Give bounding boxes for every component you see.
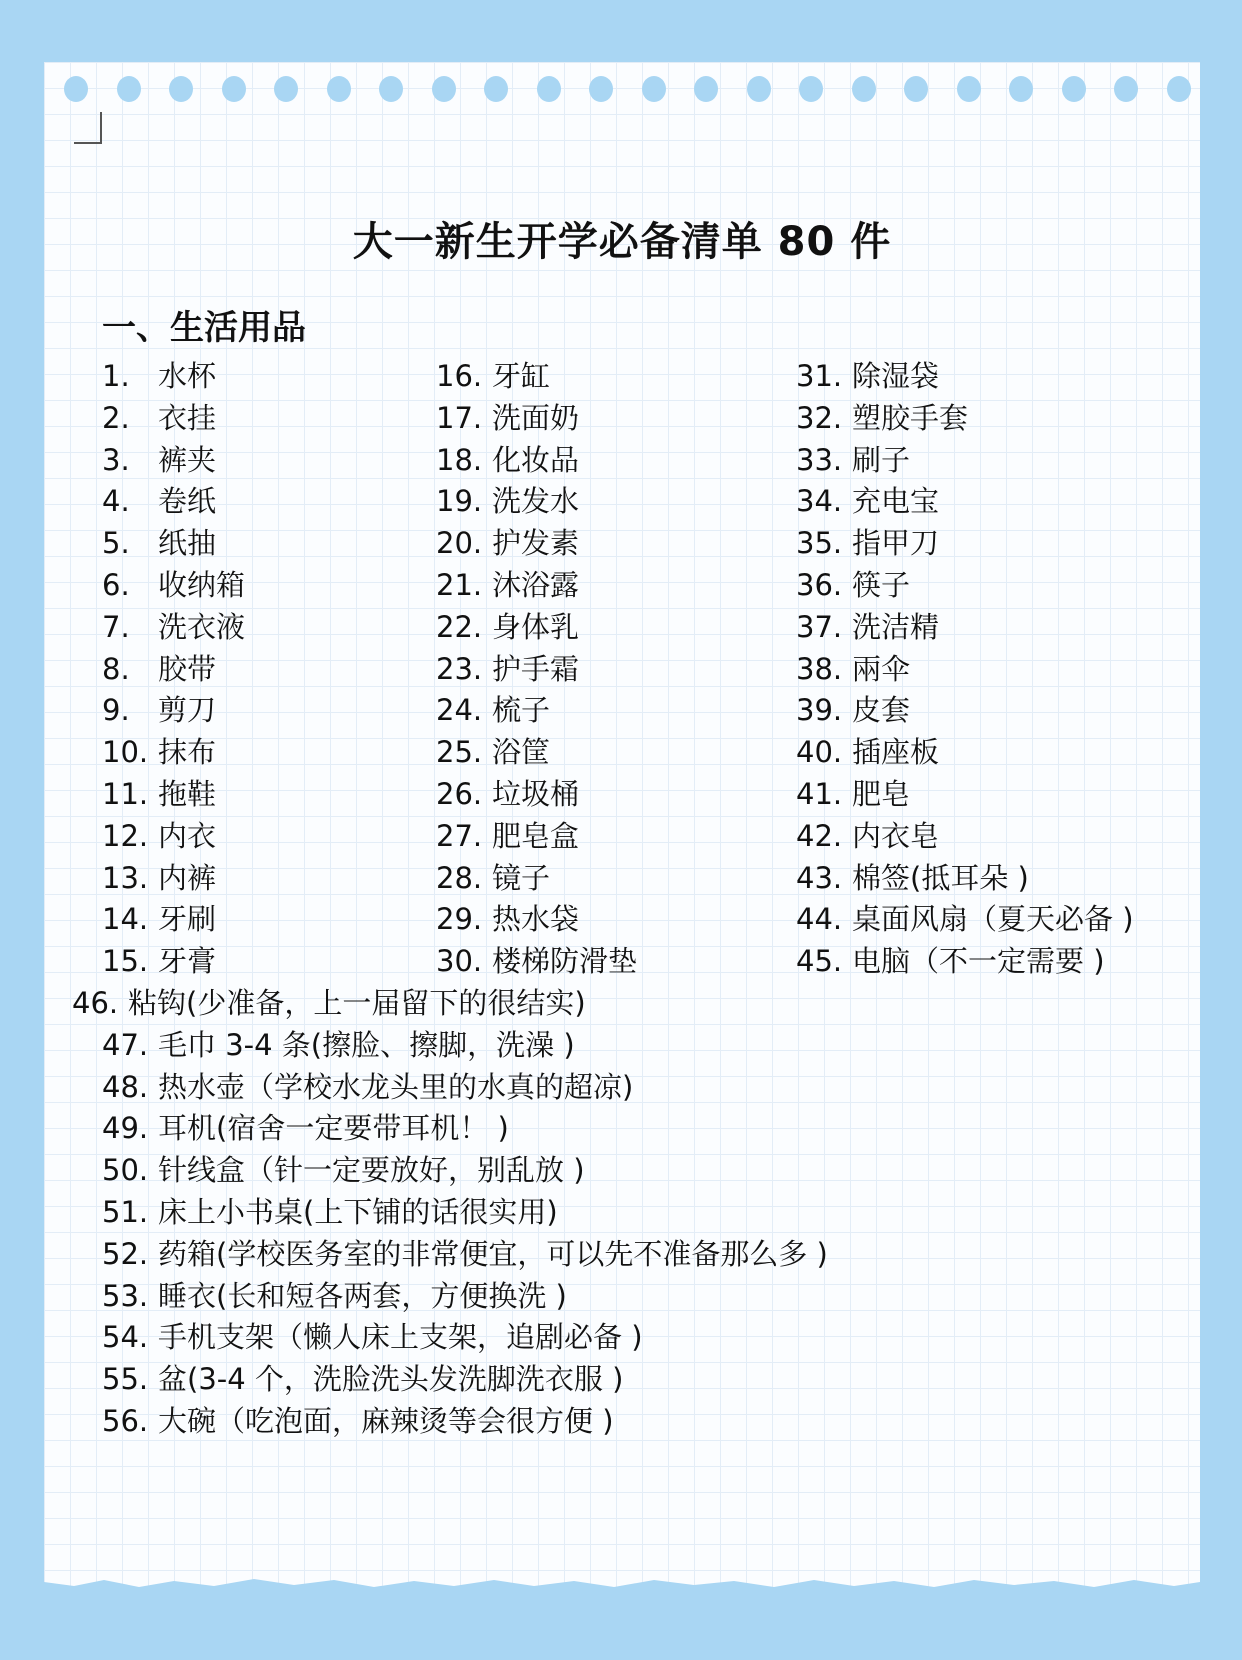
- list-item: [102, 525, 216, 561]
- item-number: 48.: [102, 1069, 149, 1104]
- notebook-paper: [44, 62, 1200, 1592]
- list-item: [102, 609, 245, 645]
- binder-hole: [274, 76, 298, 102]
- item-number: 24.: [436, 693, 483, 728]
- binder-hole: [432, 76, 456, 102]
- item-text: 抹布: [158, 735, 217, 770]
- item-number: 41.: [796, 777, 843, 811]
- list-item: [102, 776, 216, 812]
- binder-hole: [484, 76, 508, 102]
- binder-hole: [169, 76, 193, 102]
- item-number: 54.: [102, 1320, 149, 1355]
- list-item: [436, 901, 579, 937]
- item-number: 17.: [436, 400, 483, 435]
- item-text: 镜子: [492, 860, 551, 895]
- item-number: 47.: [102, 1027, 149, 1062]
- item-number: 39.: [796, 693, 843, 728]
- binder-hole: [1114, 76, 1138, 102]
- item-text: 塑胶手套: [852, 400, 969, 435]
- item-text: 牙刷: [158, 902, 217, 937]
- item-number: 5.: [102, 526, 130, 561]
- item-text: 衣挂: [158, 400, 217, 435]
- item-text: 大碗（吃泡面，麻辣烫等会很方便 ): [158, 1404, 614, 1438]
- item-number: 31.: [796, 359, 843, 393]
- list-item: [436, 651, 579, 687]
- item-text: 粘钩(少准备，上一届留下的很结实): [128, 986, 586, 1020]
- section-title: 一、生活用品: [102, 308, 306, 348]
- list-item: [436, 692, 550, 728]
- torn-edge: [44, 1572, 1200, 1592]
- binder-hole: [799, 76, 823, 102]
- item-number: 38.: [796, 651, 843, 686]
- item-number: 42.: [796, 818, 843, 853]
- item-number: 37.: [796, 609, 843, 644]
- item-number: 30.: [436, 944, 483, 979]
- item-text: 楼梯防滑垫: [492, 944, 638, 979]
- item-number: 36.: [796, 568, 843, 602]
- list-item: [102, 1278, 567, 1314]
- list-item: [102, 1403, 614, 1439]
- item-number: 11.: [102, 777, 149, 811]
- item-number: 27.: [436, 818, 483, 853]
- item-text: 卷纸: [158, 484, 217, 519]
- item-text: 裤夹: [158, 442, 217, 477]
- item-number: 12.: [102, 818, 149, 853]
- item-text: 棉签(抵耳朵 ): [852, 860, 1029, 895]
- item-text: 盆(3-4 个，洗脸洗头发洗脚洗衣服 ): [158, 1362, 624, 1397]
- list-item: [796, 609, 939, 645]
- item-number: 32.: [796, 400, 843, 435]
- binder-hole: [1167, 76, 1191, 102]
- list-item: [102, 1027, 575, 1063]
- item-number: 3.: [102, 442, 130, 477]
- binder-holes: [44, 62, 1200, 102]
- item-text: 插座板: [852, 735, 940, 770]
- item-number: 19.: [436, 484, 483, 519]
- list-item: [102, 1110, 509, 1146]
- list-item: [102, 943, 216, 979]
- binder-hole: [64, 76, 88, 102]
- item-text: 身体乳: [492, 609, 580, 644]
- list-item: [796, 692, 910, 728]
- list-item: [796, 442, 910, 478]
- binder-hole: [327, 76, 351, 102]
- item-text: 护手霜: [492, 651, 580, 686]
- item-text: 牙缸: [492, 359, 551, 393]
- item-number: 18.: [436, 442, 483, 477]
- item-text: 睡衣(长和短各两套，方便换洗 ): [158, 1278, 567, 1313]
- list-item: [102, 901, 216, 937]
- item-text: 肥皂盒: [492, 818, 580, 853]
- item-number: 35.: [796, 526, 843, 561]
- item-number: 8.: [102, 651, 130, 686]
- item-number: 52.: [102, 1236, 149, 1271]
- list-item: [436, 734, 550, 770]
- binder-hole: [379, 76, 403, 102]
- binder-hole: [222, 76, 246, 102]
- item-text: 收纳箱: [158, 568, 246, 602]
- list-item: [102, 567, 245, 603]
- item-text: 水杯: [158, 359, 217, 393]
- item-number: 20.: [436, 526, 483, 561]
- list-item: [102, 1069, 633, 1105]
- list-item: [796, 483, 939, 519]
- item-number: 26.: [436, 777, 483, 811]
- item-text: 电脑（不一定需要 ): [852, 944, 1105, 979]
- item-text: 胶带: [158, 651, 217, 686]
- list-item: [436, 818, 579, 854]
- corner-mark: [74, 112, 102, 144]
- item-number: 51.: [102, 1195, 149, 1229]
- list-item: [796, 525, 939, 561]
- binder-hole: [904, 76, 928, 102]
- item-text: 兩伞: [852, 651, 911, 686]
- list-item: [436, 609, 579, 645]
- list-item: [796, 358, 939, 394]
- binder-hole: [957, 76, 981, 102]
- item-number: 6.: [102, 568, 130, 602]
- item-text: 针线盒（针一定要放好，别乱放 ): [158, 1153, 585, 1188]
- list-item: [102, 651, 216, 687]
- item-number: 25.: [436, 735, 483, 770]
- item-number: 50.: [102, 1153, 149, 1188]
- binder-hole: [537, 76, 561, 102]
- item-number: 14.: [102, 902, 149, 937]
- item-number: 45.: [796, 944, 843, 979]
- item-number: 7.: [102, 609, 130, 644]
- list-item: [796, 567, 910, 603]
- list-item: [796, 400, 968, 436]
- item-text: 耳机(宿舍一定要带耳机！ ): [158, 1111, 509, 1146]
- item-text: 内衣: [158, 818, 217, 853]
- list-item: [796, 860, 1029, 896]
- item-text: 护发素: [492, 526, 580, 561]
- list-item: [102, 1236, 828, 1272]
- item-text: 浴筐: [492, 735, 551, 770]
- list-item: [436, 776, 579, 812]
- item-number: 34.: [796, 484, 843, 519]
- list-item: [102, 1194, 558, 1230]
- item-text: 刷子: [852, 442, 911, 477]
- list-item: [436, 483, 579, 519]
- list-item: [436, 442, 579, 478]
- list-item: [796, 734, 939, 770]
- item-text: 梳子: [492, 693, 551, 728]
- item-text: 指甲刀: [852, 526, 940, 561]
- item-number: 10.: [102, 735, 149, 770]
- item-text: 沐浴露: [492, 568, 580, 602]
- item-number: 15.: [102, 944, 149, 979]
- item-number: 49.: [102, 1111, 149, 1146]
- list-item: [102, 442, 216, 478]
- item-text: 剪刀: [158, 693, 217, 728]
- list-item: [102, 400, 216, 436]
- list-item: [436, 525, 579, 561]
- list-item: [102, 860, 216, 896]
- item-number: 1.: [102, 359, 130, 393]
- item-text: 纸抽: [158, 526, 217, 561]
- item-text: 洗面奶: [492, 400, 580, 435]
- item-number: 4.: [102, 484, 130, 519]
- item-number: 22.: [436, 609, 483, 644]
- item-number: 16.: [436, 359, 483, 393]
- item-text: 热水袋: [492, 902, 580, 937]
- list-item: [102, 1152, 585, 1188]
- binder-hole: [1062, 76, 1086, 102]
- item-text: 牙膏: [158, 944, 217, 979]
- page-title: 大一新生开学必备清单 80 件: [352, 219, 892, 265]
- item-text: 热水壶（学校水龙头里的水真的超凉): [158, 1069, 634, 1104]
- list-item: [72, 985, 586, 1021]
- list-item: [436, 358, 550, 394]
- list-item: [102, 358, 216, 394]
- list-item: [436, 860, 550, 896]
- item-text: 化妆品: [492, 442, 580, 477]
- item-text: 肥皂: [852, 777, 911, 811]
- list-item: [102, 1361, 623, 1397]
- item-text: 手机支架（懒人床上支架，追剧必备 ): [158, 1320, 643, 1355]
- list-item: [102, 1319, 643, 1355]
- list-item: [796, 901, 1134, 937]
- item-text: 药箱(学校医务室的非常便宜，可以先不准备那么多 ): [158, 1236, 828, 1271]
- binder-hole: [589, 76, 613, 102]
- item-text: 内裤: [158, 860, 217, 895]
- item-text: 筷子: [852, 568, 911, 602]
- binder-hole: [117, 76, 141, 102]
- item-number: 2.: [102, 400, 130, 435]
- item-text: 毛巾 3-4 条(擦脸、擦脚，洗澡 ): [158, 1027, 575, 1062]
- item-number: 21.: [436, 568, 483, 602]
- item-number: 55.: [102, 1362, 149, 1397]
- binder-hole: [1009, 76, 1033, 102]
- list-item: [796, 776, 910, 812]
- list-item: [436, 567, 579, 603]
- binder-hole: [694, 76, 718, 102]
- list-item: [102, 818, 216, 854]
- item-text: 拖鞋: [158, 777, 217, 811]
- item-text: 除湿袋: [852, 359, 940, 393]
- item-text: 洗发水: [492, 484, 580, 519]
- item-text: 垃圾桶: [492, 777, 580, 811]
- item-text: 桌面风扇（夏天必备 ): [852, 902, 1134, 937]
- item-number: 23.: [436, 651, 483, 686]
- list-item: [102, 483, 216, 519]
- item-text: 皮套: [852, 693, 911, 728]
- item-text: 内衣皂: [852, 818, 940, 853]
- item-number: 40.: [796, 735, 843, 770]
- list-item: [102, 734, 216, 770]
- item-number: 43.: [796, 860, 843, 895]
- binder-hole: [747, 76, 771, 102]
- list-item: [796, 818, 939, 854]
- list-item: [796, 651, 910, 687]
- list-item: [796, 943, 1105, 979]
- item-text: 洗衣液: [158, 609, 246, 644]
- item-text: 充电宝: [852, 484, 940, 519]
- list-item: [436, 400, 579, 436]
- item-text: 床上小书桌(上下铺的话很实用): [158, 1195, 558, 1229]
- binder-hole: [642, 76, 666, 102]
- item-number: 56.: [102, 1404, 149, 1438]
- item-number: 46.: [72, 986, 119, 1020]
- item-number: 29.: [436, 902, 483, 937]
- item-number: 13.: [102, 860, 149, 895]
- item-number: 53.: [102, 1278, 149, 1313]
- list-item: [102, 692, 216, 728]
- list-item: [436, 943, 637, 979]
- item-number: 28.: [436, 860, 483, 895]
- item-number: 44.: [796, 902, 843, 937]
- item-text: 洗洁精: [852, 609, 940, 644]
- item-number: 9.: [102, 693, 130, 728]
- item-number: 33.: [796, 442, 843, 477]
- binder-hole: [852, 76, 876, 102]
